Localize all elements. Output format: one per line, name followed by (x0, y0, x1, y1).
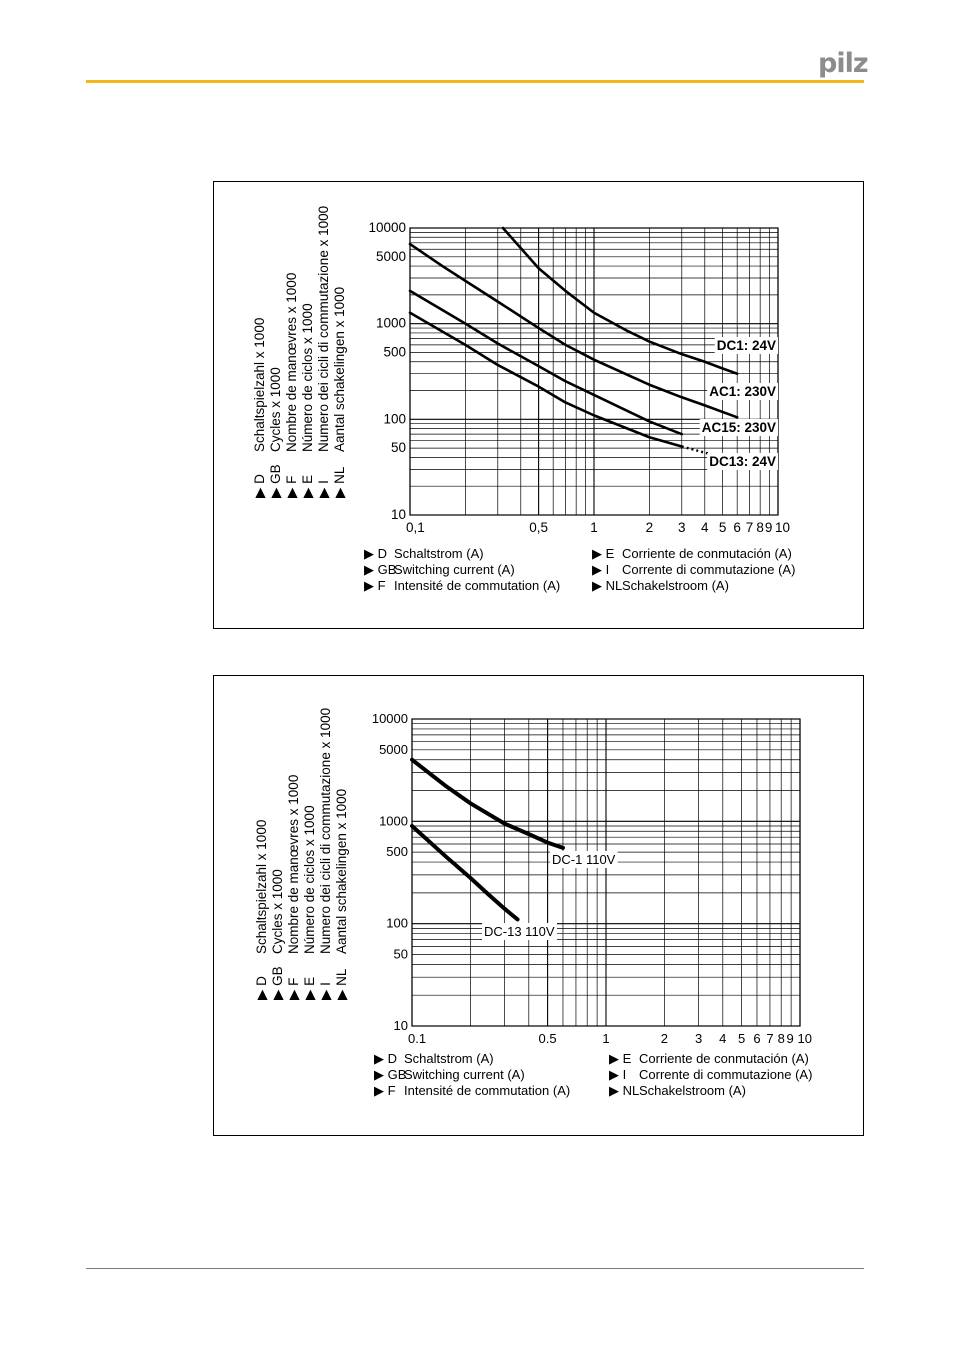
y-tick-label: 10 (390, 507, 406, 522)
series-label: AC1: 230V (709, 384, 776, 399)
x-tick-label: 1 (590, 520, 598, 535)
y-legend-row: ▶ DSchaltspielzahl x 1000 (254, 819, 269, 1000)
x-tick-label: 10 (774, 520, 790, 535)
y-tick-label: 5000 (379, 741, 408, 757)
x-tick-label: 1 (602, 1031, 610, 1046)
chart-1 (213, 181, 864, 629)
y-legend-row: ▶ DSchaltspielzahl x 1000 (252, 317, 267, 498)
series-label: DC-13 110V (484, 924, 555, 939)
x-tick-label: 4 (701, 520, 709, 535)
series-label: AC15: 230V (701, 420, 776, 435)
x-tick-label: 0.5 (538, 1031, 557, 1046)
y-tick-label: 50 (393, 946, 408, 962)
y-tick-label: 500 (386, 844, 408, 860)
y-legend-row: ▶ GBCycles x 1000 (270, 869, 285, 1000)
y-tick-label: 50 (390, 440, 406, 456)
x-tick-label: 6 (753, 1031, 761, 1046)
x-tick-label: 3 (678, 520, 686, 535)
y-legend-row: ▶ ENúmero de ciclos x 1000 (300, 303, 315, 498)
x-tick-label: 2 (645, 520, 654, 535)
chart-2 (213, 675, 864, 1136)
y-tick-label: 5000 (375, 248, 406, 264)
y-legend-row: ▶ ENúmero de ciclos x 1000 (302, 805, 317, 1000)
series-line-dc-1-110v (412, 760, 563, 848)
x-tick-label: 0,5 (529, 520, 549, 535)
y-tick-label: 10000 (371, 711, 408, 726)
y-legend-row: ▶ FNombre de manœvres x 1000 (286, 774, 301, 1000)
x-tick-label: 8 (756, 520, 764, 535)
y-tick-label: 10 (393, 1018, 408, 1033)
pilz-logo: pilz (818, 48, 868, 79)
y-legend-row: ▶ INumero dei cicli di commutazione x 1000 (316, 205, 331, 498)
y-tick-label: 1000 (379, 813, 408, 829)
series-label: DC-1 110V (552, 852, 616, 867)
y-legend-row: ▶ GBCycles x 1000 (268, 367, 283, 498)
x-tick-label: 0.1 (408, 1031, 427, 1046)
x-tick-label: 5 (718, 520, 727, 535)
x-tick-label: 6 (733, 520, 741, 535)
y-tick-label: 100 (383, 411, 406, 427)
x-tick-label: 5 (737, 1031, 746, 1046)
series-line-dc-13-110v (412, 826, 518, 919)
x-axis-legend-right: ▶ E Corriente de conmutación (A) ▶ I Corrente di commutazione (A) ▶ NLSchakelstroom (A) (592, 546, 796, 593)
x-tick-label: 10 (797, 1031, 812, 1046)
series-line-ac1-230v (410, 244, 737, 417)
x-tick-label: 8 (777, 1031, 785, 1046)
series-label: DC13: 24V (709, 454, 776, 469)
x-axis-legend-right: ▶ E Corriente de conmutación (A) ▶ I Corrente di commutazione (A) ▶ NLSchakelstroom (A) (609, 1051, 813, 1098)
series-line-ac15-230v (410, 291, 682, 434)
y-legend-row: ▶ FNombre de manœvres x 1000 (284, 272, 299, 498)
x-tick-label: 0,1 (406, 520, 425, 535)
y-tick-label: 500 (383, 344, 406, 360)
y-tick-label: 100 (386, 915, 408, 931)
y-legend-row: ▶ NLAantal schakelingen x 1000 (334, 788, 349, 1000)
x-tick-label: 3 (694, 1031, 703, 1046)
header-rule (86, 80, 864, 83)
x-tick-label: 9 (786, 1031, 794, 1046)
x-tick-label: 4 (719, 1031, 727, 1046)
x-tick-label: 7 (745, 520, 754, 535)
x-tick-label: 2 (660, 1031, 669, 1046)
x-axis-legend-left: ▶ D Schaltstrom (A) ▶ GBSwitching current (A) ▶ F Intensité de commutation (A) (364, 546, 561, 593)
y-legend-row: ▶ NLAantal schakelingen x 1000 (332, 286, 347, 498)
y-legend-row: ▶ INumero dei cicli di commutazione x 1000 (318, 707, 333, 1000)
x-axis-legend-left: ▶ D Schaltstrom (A) ▶ GBSwitching current (A) ▶ F Intensité de commutation (A) (374, 1051, 571, 1098)
footer-rule (86, 1268, 864, 1269)
x-tick-label: 9 (764, 520, 773, 535)
y-tick-label: 1000 (375, 315, 406, 331)
y-tick-label: 10000 (368, 220, 406, 235)
x-tick-label: 7 (766, 1031, 774, 1046)
series-label: DC1: 24V (716, 338, 776, 353)
